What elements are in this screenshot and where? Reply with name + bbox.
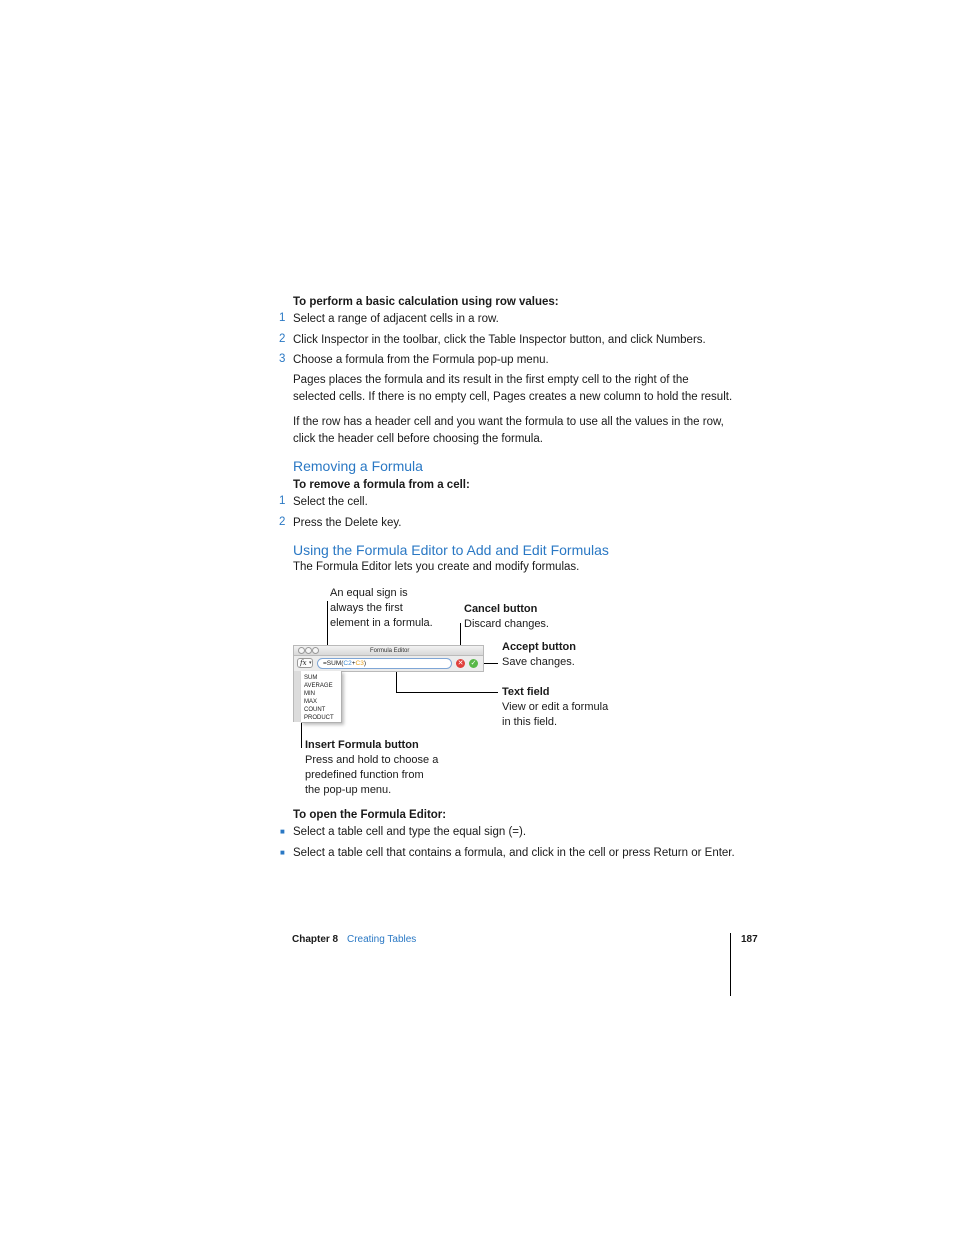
paragraph-line: Pages places the formula and its result in the first empty cell to the right of the: [293, 374, 689, 386]
bullet-text: Select a table cell that contains a formula, and click in the cell or press Return or Enter.: [293, 847, 735, 859]
callout-cancel-title: Cancel button: [464, 603, 538, 615]
section-title: Removing a Formula: [293, 458, 423, 474]
callout-line: in this field.: [502, 716, 558, 728]
page-number: 187: [741, 934, 758, 945]
instruction-heading: To open the Formula Editor:: [293, 809, 447, 821]
menu-item-count[interactable]: COUNT: [304, 707, 326, 713]
window-title: Formula Editor: [370, 648, 410, 654]
cancel-button[interactable]: [456, 659, 465, 668]
formula-ref-c3: C3: [355, 660, 364, 667]
formula-ref-c2: C2: [343, 660, 352, 667]
footer-chapter-title[interactable]: Creating Tables: [347, 934, 417, 945]
menu-item-min[interactable]: MIN: [304, 691, 315, 697]
callout-line: the pop-up menu.: [305, 784, 392, 796]
intro-text: The Formula Editor lets you create and modify formulas.: [293, 561, 580, 573]
footer-chapter: Chapter 8: [292, 934, 339, 945]
callout-insert-desc: [305, 753, 438, 798]
leader-line: [396, 692, 498, 693]
callout-insert-title: Insert Formula button: [305, 739, 419, 751]
callout-line: element in a formula.: [330, 617, 433, 629]
titlebar: [294, 646, 483, 656]
callout-accept-desc: Save changes.: [502, 656, 575, 668]
paragraph-line: If the row has a header cell and you want the formula to use all the values in the row,: [293, 416, 724, 428]
callout-line: Press and hold to choose a: [305, 754, 439, 766]
formula-text-field[interactable]: [317, 658, 452, 669]
section-title: Using the Formula Editor to Add and Edit Formulas: [293, 542, 609, 558]
bullet-icon: ■: [280, 848, 285, 857]
formula-sum: =SUM(: [323, 660, 344, 667]
bullet-text: Select a table cell and type the equal sign (=).: [293, 826, 527, 838]
step-number: 1: [279, 495, 286, 507]
close-icon[interactable]: [298, 647, 305, 654]
footer-divider: [730, 933, 731, 996]
callout-line: always the first: [330, 602, 403, 614]
callout-line: An equal sign is: [330, 587, 408, 599]
bullet-icon: ■: [280, 827, 285, 836]
menu-item-max[interactable]: MAX: [304, 699, 318, 705]
chevron-down-icon: ▾: [309, 660, 312, 666]
step-text: Select the cell.: [293, 496, 368, 508]
x-icon: ✕: [457, 660, 464, 667]
callout-cancel-desc: Discard changes.: [464, 618, 549, 630]
zoom-icon[interactable]: [312, 647, 319, 654]
formula-close: ): [363, 660, 366, 667]
callout-line: predefined function from: [305, 769, 424, 781]
insert-formula-button[interactable]: [297, 658, 313, 668]
instruction-heading: To perform a basic calculation using row values:: [293, 296, 559, 308]
step-text: Select a range of adjacent cells in a row.: [293, 313, 499, 325]
callout-accept-title: Accept button: [502, 641, 576, 653]
step-number: 2: [279, 516, 286, 528]
menu-item-average[interactable]: AVERAGE: [304, 683, 333, 689]
menu-item-sum[interactable]: SUM: [304, 675, 318, 681]
formula-plus: +: [351, 660, 356, 667]
formula-editor-window: [293, 645, 484, 672]
step-number: 2: [279, 333, 286, 345]
callout-line: View or edit a formula: [502, 701, 609, 713]
callout-textfield-title: Text field: [502, 686, 550, 698]
fx-label: fx: [300, 659, 307, 667]
paragraph-line: click the header cell before choosing the formula.: [293, 433, 543, 445]
menu-item-product[interactable]: PRODUCT: [304, 715, 334, 721]
step-text: Choose a formula from the Formula pop-up menu.: [293, 354, 549, 366]
callout-equal-sign: [330, 586, 433, 631]
step-text: Click Inspector in the toolbar, click the Table Inspector button, and click Numbers.: [293, 334, 706, 346]
minimize-icon[interactable]: [305, 647, 312, 654]
callout-textfield-desc: [502, 700, 608, 730]
step-number: 3: [279, 353, 286, 365]
function-popup-menu: [301, 671, 342, 723]
formula-text: [323, 660, 366, 668]
paragraph-line: selected cells. If there is no empty cell, Pages creates a new column to hold the result.: [293, 391, 733, 403]
accept-button[interactable]: [469, 659, 478, 668]
instruction-heading: To remove a formula from a cell:: [293, 479, 470, 491]
step-text: Press the Delete key.: [293, 517, 402, 529]
checkmark-icon: ✓: [470, 660, 477, 667]
step-number: 1: [279, 312, 286, 324]
